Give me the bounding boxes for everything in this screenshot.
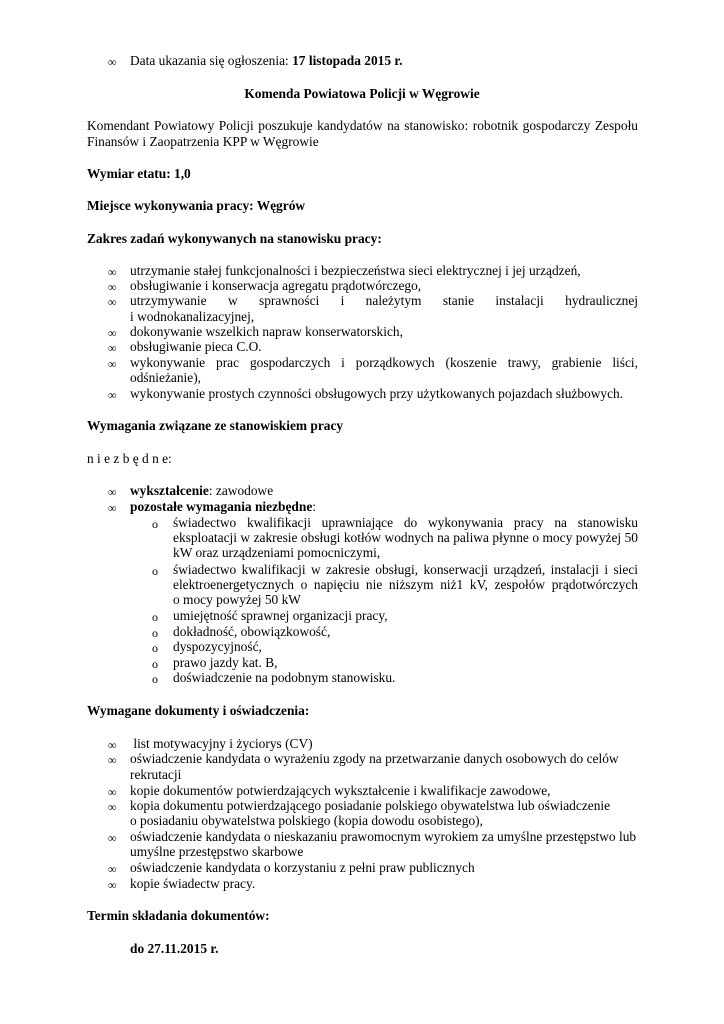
requirement-item-cont: eksploatacji w zakresie obsługi kotłów wodnych na paliwa płynne o mocy powyżej 50: [173, 530, 638, 545]
bullet-icon: ∞: [108, 295, 117, 309]
announcement-date-value: 17 listopada 2015 r.: [292, 53, 403, 68]
niezbedne-label: n i e z b ę d n e:: [87, 451, 172, 466]
document-item-cont: umyślne przestępstwo skarbowe: [130, 844, 304, 859]
sub-bullet-icon: o: [152, 564, 158, 578]
miejsce-pracy: Miejsce wykonywania pracy: Węgrów: [87, 198, 306, 213]
wyksztalcenie: [130, 483, 273, 499]
bullet-icon: ∞: [108, 326, 117, 340]
intro-line-1: Komendant Powiatowy Policji poszukuje kandydatów na stanowisko: robotnik gospodarczy Zespołu: [87, 118, 638, 133]
requirement-item: umiejętność sprawnej organizacji pracy,: [173, 608, 388, 623]
bullet-icon: ∞: [108, 878, 117, 892]
zakres-item: utrzymanie stałej funkcjonalności i bezpieczeństwa sieci elektrycznej i jej urządzeń,: [130, 263, 581, 278]
document-item: kopie świadectw pracy.: [130, 876, 256, 891]
zakres-item: wykonywanie prac gospodarczych i porządkowych (koszenie trawy, grabienie liści,: [130, 355, 638, 370]
dokumenty-heading: Wymagane dokumenty i oświadczenia:: [87, 703, 310, 718]
pozostale-wymagania: [130, 499, 316, 515]
sub-bullet-icon: o: [152, 641, 158, 655]
bullet-icon: ∞: [108, 831, 117, 845]
requirement-item-cont: kW oraz urządzeniami pomocniczymi,: [173, 545, 381, 560]
document-item: oświadczenie kandydata o wyrażeniu zgody na przetwarzanie danych osobowych do celów: [130, 751, 619, 766]
bullet-icon: ∞: [108, 341, 117, 355]
sub-bullet-icon: o: [152, 517, 158, 531]
bullet-icon: ∞: [108, 501, 117, 515]
announcement-date: [130, 53, 402, 69]
bullet-icon: ∞: [108, 800, 117, 814]
zakres-item: obsługiwanie pieca C.O.: [130, 339, 262, 354]
pozostale-label: pozostałe wymagania niezbędne: [130, 499, 313, 514]
bullet-icon: ∞: [108, 862, 117, 876]
zakres-item: dokonywanie wszelkich napraw konserwatorskich,: [130, 324, 403, 339]
bullet-icon: ∞: [108, 485, 117, 499]
requirement-item: świadectwo kwalifikacji uprawniające do wykonywania pracy na stanowisku: [173, 515, 638, 530]
bullet-icon: ∞: [108, 738, 117, 752]
document-item: list motywacyjny i życiorys (CV): [130, 736, 313, 751]
document-item: oświadczenie kandydata o nieskazaniu prawomocnym wyrokiem za umyślne przestępstwo lub: [130, 829, 637, 844]
document-item: kopie dokumentów potwierdzających wykształcenie i kwalifikacje zawodowe,: [130, 783, 551, 798]
document-item: oświadczenie kandydata o korzystaniu z pełni praw publicznych: [130, 860, 475, 875]
bullet-icon: ∞: [108, 388, 117, 402]
sub-bullet-icon: o: [152, 657, 158, 671]
requirement-item-cont: o mocy powyżej 50 kW: [173, 592, 301, 607]
wyksztalcenie-label: wykształcenie: [130, 483, 209, 498]
termin-value: do 27.11.2015 r.: [130, 941, 219, 956]
requirement-item: dokładność, obowiązkowość,: [173, 624, 331, 639]
termin-heading: Termin składania dokumentów:: [87, 908, 270, 923]
bullet-icon: ∞: [108, 753, 117, 767]
requirement-item: świadectwo kwalifikacji w zakresie obsługi, konserwacji urządzeń, instalacji i sieci: [173, 562, 638, 577]
bullet-icon: ∞: [108, 55, 117, 69]
wymagania-heading: Wymagania związane ze stanowiskiem pracy: [87, 418, 344, 433]
intro-line-2: Finansów i Zaopatrzenia KPP w Węgrowie: [87, 134, 319, 149]
zakres-heading: Zakres zadań wykonywanych na stanowisku pracy:: [87, 231, 382, 246]
page-title: Komenda Powiatowa Policji w Węgrowie: [244, 86, 480, 101]
zakres-item: utrzymywanie w sprawności i należytym stanie instalacji hydraulicznej: [130, 293, 638, 308]
requirement-item: prawo jazdy kat. B,: [173, 655, 278, 670]
bullet-icon: ∞: [108, 357, 117, 371]
zakres-item-cont: i wodnokanalizacyjnej,: [130, 309, 255, 324]
zakres-item-cont: odśnieżanie),: [130, 370, 202, 385]
document-item-cont: o posiadaniu obywatelstwa polskiego (kopia dowodu osobistego),: [130, 813, 483, 828]
sub-bullet-icon: o: [152, 672, 158, 686]
pozostale-suffix: :: [312, 499, 316, 514]
requirement-item: dyspozycyjność,: [173, 639, 262, 654]
sub-bullet-icon: o: [152, 610, 158, 624]
sub-bullet-icon: o: [152, 626, 158, 640]
requirement-item: doświadczenie na podobnym stanowisku.: [173, 670, 396, 685]
zakres-item: obsługiwanie i konserwacja agregatu prądotwórczego,: [130, 278, 422, 293]
announcement-date-label: Data ukazania się ogłoszenia:: [130, 53, 293, 68]
wyksztalcenie-value: : zawodowe: [208, 483, 274, 498]
document-item: kopia dokumentu potwierdzającego posiadanie polskiego obywatelstwa lub oświadczenie: [130, 798, 611, 813]
bullet-icon: ∞: [108, 785, 117, 799]
bullet-icon: ∞: [108, 265, 117, 279]
document-item-cont: rekrutacji: [130, 767, 182, 782]
zakres-item: wykonywanie prostych czynności obsługowych przy użytkowanych pojazdach służbowych.: [130, 386, 624, 401]
requirement-item-cont: elektroenergetycznych o napięciu nie niższym niż1 kV, zespołów prądotwórczych: [173, 577, 638, 592]
bullet-icon: ∞: [108, 280, 117, 294]
wymiar-etatu: Wymiar etatu: 1,0: [87, 166, 191, 181]
